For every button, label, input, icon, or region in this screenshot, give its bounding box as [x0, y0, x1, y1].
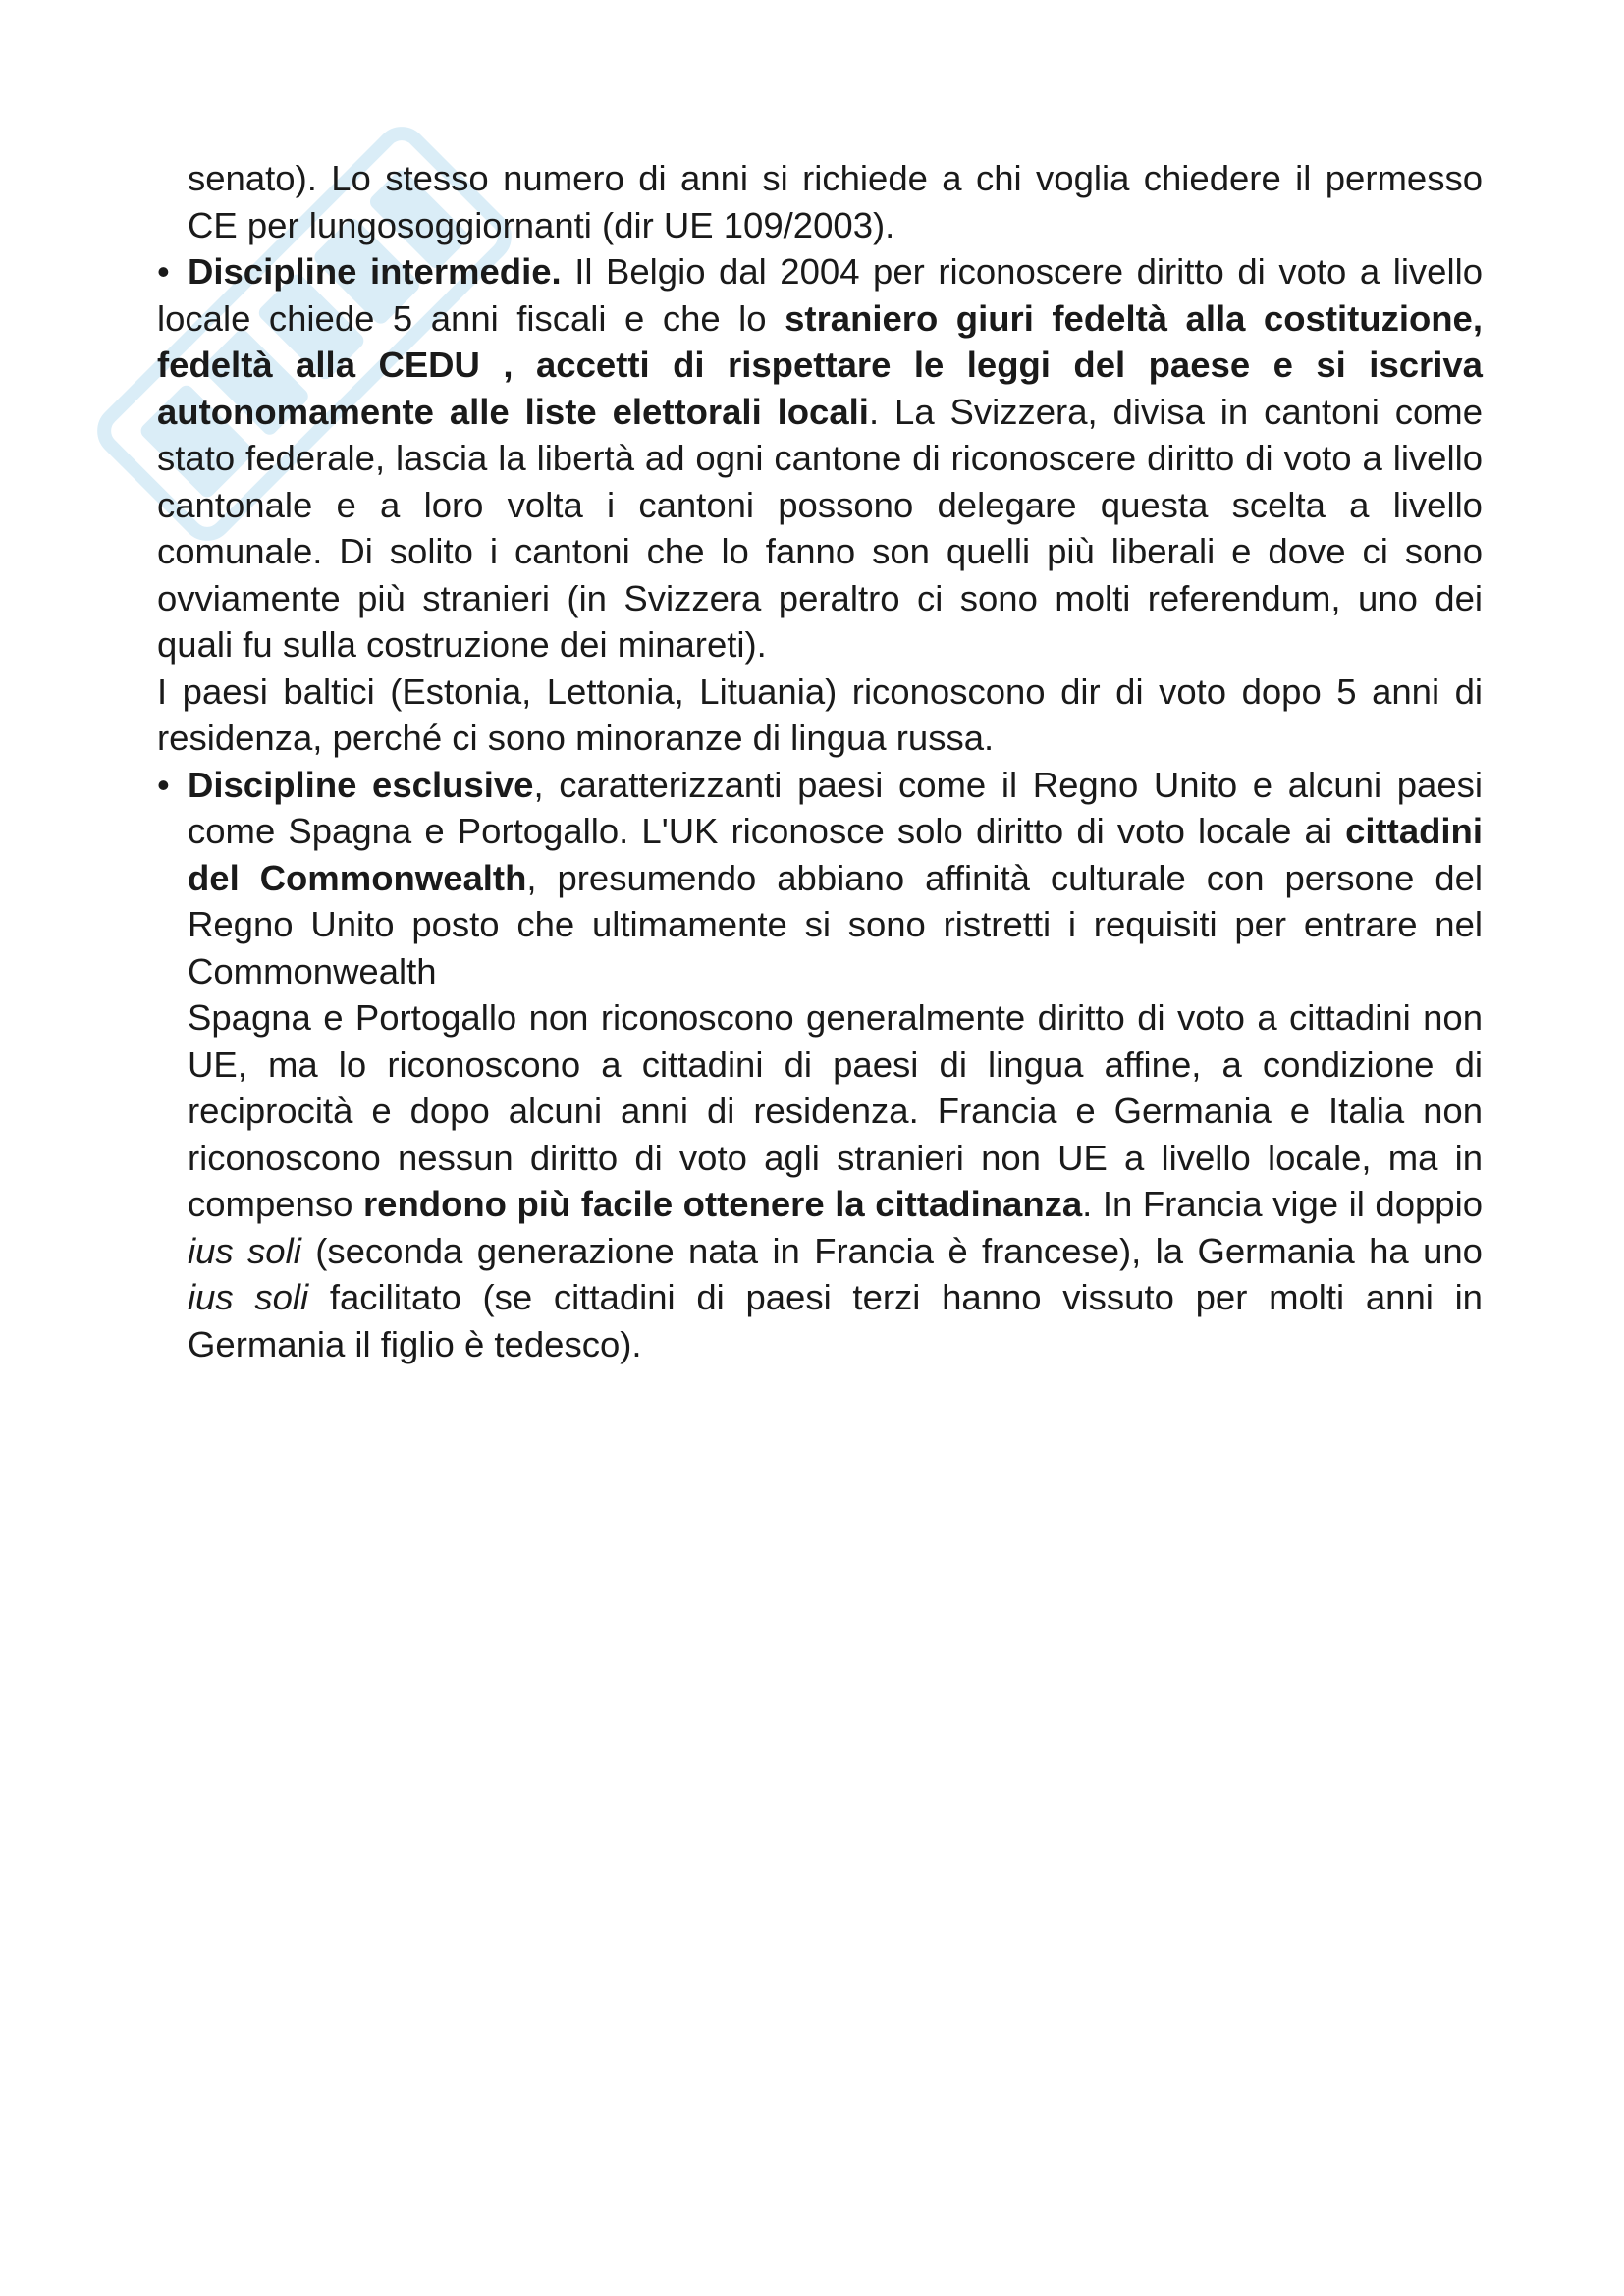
bold-text: cittadini del Commonwealth	[188, 811, 1483, 898]
paragraph-text: . La Svizzera, divisa in cantoni come stato federale, lascia la libertà ad ogni cantone di riconoscere diritto di voto a livello cantonale e a loro volta i cantoni possono delegare questa scelta a livello comunale. Di solito i cantoni che lo fanno son quelli più liberali e dove ci sono ovviamente più stranieri (in Svizzera peraltro ci sono molti referendum, uno dei quali fu sulla costruzione dei minareti).	[157, 391, 1483, 665]
paragraph-text: Il Belgio dal 2004 per riconoscere diritto di voto a livello locale chiede 5 anni fiscali e che lo	[157, 251, 1483, 339]
paragraph-senato	[157, 155, 1483, 248]
paragraph-text: . In Francia vige il doppio	[1082, 1184, 1484, 1224]
bullet-marker: •	[157, 764, 170, 805]
paragraph-text: I paesi baltici (Estonia, Lettonia, Lituania) riconoscono dir di voto dopo 5 anni di residenza, perché ci sono minoranze di lingua russa.	[157, 670, 1483, 758]
bold-heading: Discipline intermedie.	[188, 251, 562, 292]
italic-term: ius soli	[188, 1230, 301, 1271]
bullet-item-discipline-intermedie	[157, 248, 1483, 668]
paragraph-text: , caratterizzanti paesi come il Regno Unito e alcuni paesi come Spagna e Portogallo. L'UK riconosce solo diritto di voto locale ai	[188, 764, 1483, 851]
paragraph-text: (seconda generazione nata in Francia è francese), la Germania ha uno	[300, 1230, 1483, 1271]
italic-term: ius soli	[188, 1277, 309, 1317]
paragraph-text: facilitato (se cittadini di paesi terzi hanno vissuto per molti anni in Germania il figlio è tedesco).	[188, 1277, 1483, 1364]
bullet-item-discipline-esclusive	[157, 762, 1483, 995]
document-body	[157, 155, 1483, 1367]
paragraph-text: senato). Lo stesso numero di anni si richiede a chi voglia chiedere il permesso CE per lungosoggiornanti (dir UE 109/2003).	[188, 158, 1483, 245]
paragraph-paesi-baltici	[157, 668, 1483, 762]
bold-text: rendono più facile ottenere la cittadinanza	[362, 1184, 1083, 1224]
bold-text: straniero giuri fedeltà alla costituzione, fedeltà alla CEDU , accetti di rispettare le leggi del paese e si iscriva autonomamente alle liste elettorali locali	[157, 297, 1483, 432]
paragraph-spagna-portogallo	[157, 994, 1483, 1367]
bullet-marker: •	[157, 251, 170, 292]
paragraph-text: Spagna e Portogallo non riconoscono generalmente diritto di voto a cittadini non UE, ma lo riconoscono a cittadini di paesi di lingua affine, a condizione di reciprocità e dopo alcuni anni di residenza. Francia e Germania e Italia non riconoscono nessun diritto di voto agli stranieri non UE a livello locale, ma in compenso	[188, 997, 1483, 1224]
bold-heading: Discipline esclusive	[188, 764, 534, 805]
paragraph-text: , presumendo abbiano affinità culturale con persone del Regno Unito posto che ultimamente si sono ristretti i requisiti per entrare nel Commonwealth	[188, 857, 1483, 991]
